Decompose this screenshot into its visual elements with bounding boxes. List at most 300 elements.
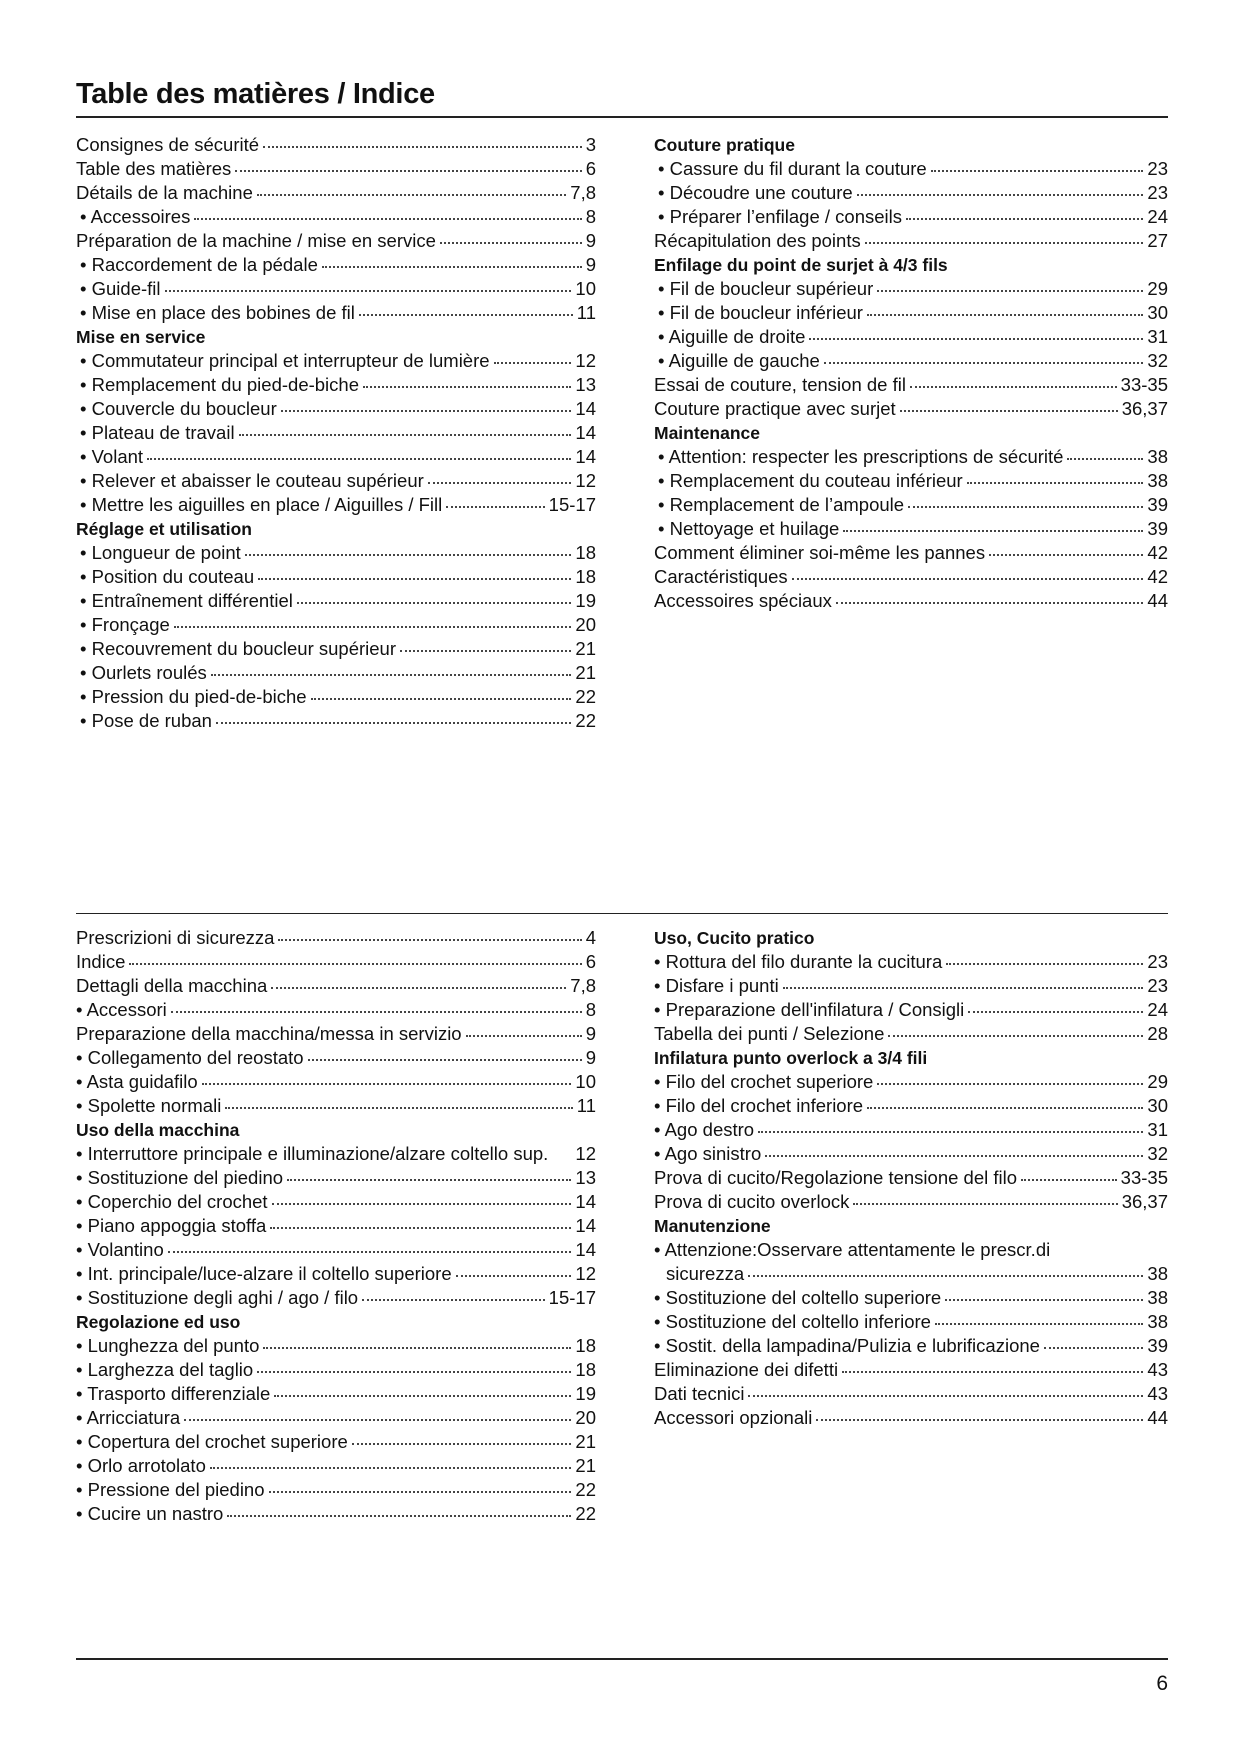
toc-entry-label: • Ourlets roulés	[80, 662, 207, 683]
dot-leader	[494, 362, 572, 364]
dot-leader	[968, 1011, 1143, 1013]
dot-leader	[748, 1395, 1143, 1397]
toc-entry-label: • Commutateur principal et interrupteur de lumière	[80, 350, 490, 371]
toc-heading-label: Réglage et utilisation	[76, 519, 252, 539]
toc-entry-page: 15-17	[548, 1287, 596, 1308]
toc-entry-page: 36,37	[1121, 398, 1168, 419]
toc-entry-label: • Asta guidafilo	[76, 1071, 198, 1092]
dot-leader	[931, 170, 1144, 172]
dot-leader	[900, 410, 1118, 412]
dot-leader	[322, 266, 582, 268]
dot-leader	[239, 434, 572, 436]
toc-entry-page: 28	[1147, 1023, 1168, 1044]
dot-leader	[446, 506, 544, 508]
toc-entry	[654, 445, 1168, 469]
toc-entry-page: 42	[1147, 566, 1168, 587]
toc-entry	[76, 1502, 596, 1526]
dot-leader	[194, 218, 581, 220]
toc-entry-page: 36,37	[1121, 1191, 1168, 1212]
dot-leader	[263, 146, 582, 148]
dot-leader	[271, 987, 566, 989]
dot-leader	[967, 482, 1144, 484]
toc-entry-label: Caractéristiques	[654, 566, 788, 587]
toc-entry	[654, 1334, 1168, 1358]
toc-section-heading	[654, 253, 1168, 277]
toc-entry	[654, 493, 1168, 517]
toc-entry-page: 3	[585, 134, 596, 155]
dot-leader	[165, 290, 572, 292]
toc-entry	[654, 157, 1168, 181]
toc-entry	[654, 1142, 1168, 1166]
toc-entry-label: • Longueur de point	[80, 542, 241, 563]
toc-entry-page: 22	[575, 710, 596, 731]
toc-entry-page: 44	[1147, 590, 1168, 611]
dot-leader	[225, 1107, 572, 1109]
dot-leader	[129, 963, 581, 965]
toc-entry-page: 18	[575, 1335, 596, 1356]
toc-entry-page: 12	[575, 350, 596, 371]
dot-leader	[308, 1059, 582, 1061]
toc-entry	[76, 1046, 596, 1070]
toc-entry-label: • Piano appoggia stoffa	[76, 1215, 267, 1236]
dot-leader	[287, 1179, 571, 1181]
toc-entry	[76, 205, 596, 229]
toc-entry	[654, 541, 1168, 565]
toc-entry-label: • Relever et abaisser le couteau supérieur	[80, 470, 424, 491]
dot-leader	[842, 1371, 1143, 1373]
dot-leader	[352, 1443, 572, 1445]
toc-entry-page: 24	[1147, 999, 1168, 1020]
toc-entry	[76, 709, 596, 733]
toc-entry-label: • Sostituzione del coltello superiore	[654, 1287, 942, 1308]
dot-leader	[281, 410, 572, 412]
dot-leader	[989, 554, 1143, 556]
toc-entry-page: 9	[585, 1047, 596, 1068]
toc-heading-label: Infilatura punto overlock a 3/4 fili	[654, 1048, 928, 1068]
dot-leader	[783, 987, 1144, 989]
toc-entry-label: • Aiguille de gauche	[658, 350, 820, 371]
toc-heading-label: Enfilage du point de surjet à 4/3 fils	[654, 255, 948, 275]
toc-entry-label: • Ago destro	[654, 1119, 755, 1140]
toc-entry-page: 29	[1147, 278, 1168, 299]
toc-entry-page: 21	[575, 638, 596, 659]
toc-entry-page: 38	[1147, 1287, 1168, 1308]
toc-entry-page: 7,8	[570, 182, 596, 203]
toc-entry	[654, 1358, 1168, 1382]
dot-leader	[272, 1203, 572, 1205]
toc-entry	[76, 998, 596, 1022]
toc-entry-label: • Fil de boucleur supérieur	[658, 278, 874, 299]
dot-leader	[877, 290, 1143, 292]
toc-entry-label: • Lunghezza del punto	[76, 1335, 260, 1356]
toc-entry-page: 4	[585, 927, 596, 948]
toc-entry	[654, 325, 1168, 349]
dot-leader	[297, 602, 572, 604]
toc-entry-page: 31	[1147, 1119, 1168, 1140]
toc-entry-page: 38	[1147, 470, 1168, 491]
toc-entry	[654, 1382, 1168, 1406]
toc-entry	[76, 1334, 596, 1358]
toc-entry-label: • Raccordement de la pédale	[80, 254, 318, 275]
toc-entry	[654, 205, 1168, 229]
toc-entry	[76, 950, 596, 974]
toc-entry-page: 20	[575, 1407, 596, 1428]
toc-entry-page: 22	[575, 1479, 596, 1500]
toc-section-heading	[76, 1118, 596, 1142]
toc-entry-page: 14	[575, 422, 596, 443]
toc-entry	[76, 493, 596, 517]
toc-entry-label: • Preparazione dell'infilatura / Consigli	[654, 999, 965, 1020]
toc-entry	[76, 421, 596, 445]
toc-entry-page: 21	[575, 1455, 596, 1476]
dot-leader	[168, 1251, 572, 1253]
toc-entry	[76, 1166, 596, 1190]
toc-entry-label: • Arricciatura	[76, 1407, 181, 1428]
toc-heading-label: Mise en service	[76, 327, 206, 347]
toc-entry-label: • Remplacement du couteau inférieur	[658, 470, 963, 491]
toc-entry-page: 6	[585, 158, 596, 179]
toc-entry	[76, 637, 596, 661]
toc-entry	[654, 469, 1168, 493]
toc-entry	[654, 974, 1168, 998]
dot-leader	[1021, 1179, 1117, 1181]
toc-entry-label: Dettagli della macchina	[76, 975, 268, 996]
toc-heading-label: Manutenzione	[654, 1216, 771, 1236]
toc-entry-page: 13	[575, 374, 596, 395]
toc-entry-label: Indice	[76, 951, 126, 972]
toc-entry	[76, 613, 596, 637]
toc-entry-page: 13	[575, 1167, 596, 1188]
dot-leader	[428, 482, 572, 484]
toc-entry-label: • Filo del crochet inferiore	[654, 1095, 864, 1116]
dot-leader	[171, 1011, 582, 1013]
toc-entry-page: 18	[575, 566, 596, 587]
toc-entry-page: 38	[1147, 1263, 1168, 1284]
toc-entry-label: • Accessori	[76, 999, 167, 1020]
toc-entry-page: 9	[585, 1023, 596, 1044]
toc-entry	[76, 1382, 596, 1406]
toc-entry	[76, 445, 596, 469]
toc-entry-label: • Aiguille de droite	[658, 326, 806, 347]
toc-heading-label: Regolazione ed uso	[76, 1312, 241, 1332]
toc-entry	[76, 1286, 596, 1310]
toc-entry	[76, 1142, 596, 1166]
toc-section-heading	[654, 421, 1168, 445]
toc-entry-label: • Copertura del crochet superiore	[76, 1431, 348, 1452]
toc-section-heading	[76, 325, 596, 349]
toc-section-heading	[654, 926, 1168, 950]
toc-entry	[76, 1454, 596, 1478]
dot-leader	[1067, 458, 1143, 460]
toc-entry-page: 20	[575, 614, 596, 635]
dot-leader	[270, 1227, 571, 1229]
toc-entry-label: • Couvercle du boucleur	[80, 398, 277, 419]
dot-leader	[257, 1371, 571, 1373]
toc-heading-label: Maintenance	[654, 423, 760, 443]
toc-entry-label: • Volantino	[76, 1239, 164, 1260]
toc-entry	[76, 541, 596, 565]
toc-section-heading	[76, 517, 596, 541]
toc-entry-page: 23	[1147, 182, 1168, 203]
toc-entry	[76, 1406, 596, 1430]
toc-entry	[654, 950, 1168, 974]
dot-leader	[865, 242, 1144, 244]
dot-leader	[235, 170, 581, 172]
toc-entry-label: Prova di cucito overlock	[654, 1191, 850, 1212]
dot-leader	[274, 1395, 571, 1397]
toc-entry-page: 32	[1147, 350, 1168, 371]
toc-entry	[654, 181, 1168, 205]
toc-entry	[654, 1310, 1168, 1334]
dot-leader	[211, 674, 572, 676]
toc-entry	[76, 661, 596, 685]
dot-leader	[216, 722, 571, 724]
toc-italian-right	[654, 926, 1168, 1430]
toc-entry-label: Détails de la machine	[76, 182, 253, 203]
page-number: 6	[1156, 1672, 1168, 1695]
toc-entry-page: 23	[1147, 951, 1168, 972]
toc-entry-page: 33-35	[1120, 1167, 1168, 1188]
dot-leader	[792, 578, 1144, 580]
toc-entry	[76, 373, 596, 397]
toc-entry-label: • Trasporto differenziale	[76, 1383, 271, 1404]
toc-entry-label: • Pressione del piedino	[76, 1479, 265, 1500]
toc-entry-label: • Rottura del filo durante la cucitura	[654, 951, 943, 972]
toc-entry-label: Table des matières	[76, 158, 232, 179]
toc-entry-label: Consignes de sécurité	[76, 134, 260, 155]
toc-entry-label: • Mise en place des bobines de fil	[80, 302, 355, 323]
toc-entry	[654, 1262, 1168, 1286]
toc-entry-label: • Ago sinistro	[654, 1143, 762, 1164]
toc-entry-page: 14	[575, 1191, 596, 1212]
toc-entry-page: 8	[585, 206, 596, 227]
dot-leader	[816, 1419, 1143, 1421]
toc-entry	[654, 229, 1168, 253]
dot-leader	[466, 1035, 582, 1037]
toc-entry-page: 30	[1147, 302, 1168, 323]
toc-entry-page: 31	[1147, 326, 1168, 347]
toc-entry-page: 11	[576, 1095, 596, 1116]
toc-entry-label: Préparation de la machine / mise en service	[76, 230, 436, 251]
toc-entry	[654, 373, 1168, 397]
toc-entry-page: 9	[585, 230, 596, 251]
toc-entry	[76, 181, 596, 205]
toc-entry	[76, 349, 596, 373]
toc-entry-label: • Remplacement de l’ampoule	[658, 494, 905, 515]
page-title: Table des matières / Indice	[76, 78, 435, 110]
toc-entry-page: 14	[575, 1239, 596, 1260]
toc-entry	[76, 253, 596, 277]
dot-leader	[843, 530, 1143, 532]
dot-leader	[552, 1155, 571, 1157]
toc-french-left	[76, 133, 596, 733]
dot-leader	[836, 602, 1144, 604]
toc-entry-page: 12	[575, 470, 596, 491]
toc-entry	[654, 1238, 1168, 1262]
toc-entry-page: 30	[1147, 1095, 1168, 1116]
toc-entry	[654, 565, 1168, 589]
dot-leader	[867, 314, 1143, 316]
dot-leader	[935, 1323, 1143, 1325]
toc-entry	[76, 397, 596, 421]
toc-entry-label: • Pression du pied-de-biche	[80, 686, 307, 707]
toc-entry-label: • Orlo arrotolato	[76, 1455, 206, 1476]
toc-entry-label: • Filo del crochet superiore	[654, 1071, 874, 1092]
toc-entry-page: 39	[1147, 518, 1168, 539]
toc-entry-label: • Accessoires	[80, 206, 191, 227]
toc-entry-label: Preparazione della macchina/messa in servizio	[76, 1023, 462, 1044]
dot-leader	[257, 194, 566, 196]
toc-entry-page: 33-35	[1120, 374, 1168, 395]
toc-entry	[76, 1070, 596, 1094]
dot-leader	[857, 194, 1144, 196]
toc-entry	[76, 229, 596, 253]
toc-entry-page: 10	[575, 1071, 596, 1092]
dot-leader	[174, 626, 572, 628]
toc-entry	[654, 1022, 1168, 1046]
toc-entry	[654, 1406, 1168, 1430]
toc-entry-label: Dati tecnici	[654, 1383, 745, 1404]
toc-entry-label: • Nettoyage et huilage	[658, 518, 840, 539]
toc-entry-page: 43	[1147, 1383, 1168, 1404]
toc-entry	[76, 133, 596, 157]
toc-entry	[76, 1094, 596, 1118]
toc-entry-page: 38	[1147, 1311, 1168, 1332]
toc-entry-label: • Int. principale/luce-alzare il coltello superiore	[76, 1263, 452, 1284]
toc-french-right	[654, 133, 1168, 613]
toc-entry	[76, 277, 596, 301]
toc-entry-label: • Recouvrement du boucleur supérieur	[80, 638, 397, 659]
toc-entry	[654, 301, 1168, 325]
toc-entry	[654, 1190, 1168, 1214]
toc-entry	[654, 277, 1168, 301]
toc-entry-page: 42	[1147, 542, 1168, 563]
dot-leader	[400, 650, 571, 652]
toc-entry	[76, 1358, 596, 1382]
toc-entry-page: 43	[1147, 1359, 1168, 1380]
dot-leader	[362, 1299, 545, 1301]
toc-entry-page: 22	[575, 1503, 596, 1524]
dot-leader	[748, 1275, 1143, 1277]
toc-entry-page: 21	[575, 1431, 596, 1452]
dot-leader	[456, 1275, 572, 1277]
toc-entry-page: 38	[1147, 446, 1168, 467]
dot-leader	[765, 1155, 1143, 1157]
toc-entry	[654, 1166, 1168, 1190]
toc-entry	[76, 1022, 596, 1046]
toc-entry-label: sicurezza	[666, 1263, 745, 1284]
toc-entry-label: • Coperchio del crochet	[76, 1191, 268, 1212]
toc-entry-label: Prova di cucito/Regolazione tensione del filo	[654, 1167, 1018, 1188]
dot-leader	[877, 1083, 1143, 1085]
toc-entry	[76, 926, 596, 950]
toc-entry-label: • Plateau de travail	[80, 422, 235, 443]
toc-entry-label: • Collegamento del reostato	[76, 1047, 304, 1068]
toc-entry-label: • Sostit. della lampadina/Pulizia e lubrificazione	[654, 1335, 1040, 1356]
toc-entry-page: 27	[1147, 230, 1168, 251]
toc-entry-page: 39	[1147, 494, 1168, 515]
dot-leader	[263, 1347, 571, 1349]
toc-entry	[76, 1190, 596, 1214]
toc-entry-label: • Guide-fil	[80, 278, 161, 299]
toc-entry	[76, 1262, 596, 1286]
toc-entry-page: 15-17	[548, 494, 596, 515]
toc-section-heading	[76, 1310, 596, 1334]
toc-entry	[654, 397, 1168, 421]
toc-entry-page: 11	[576, 302, 596, 323]
toc-entry-page: 19	[575, 590, 596, 611]
toc-entry-label: Prescrizioni di sicurezza	[76, 927, 275, 948]
dot-leader	[311, 698, 572, 700]
dot-leader	[184, 1419, 571, 1421]
toc-section-heading	[654, 133, 1168, 157]
toc-entry-page: 14	[575, 398, 596, 419]
dot-leader	[210, 1467, 572, 1469]
toc-entry-label: • Attenzione:Osservare attentamente le prescr.di	[654, 1239, 1051, 1260]
toc-section-heading	[654, 1046, 1168, 1070]
toc-entry-label: • Larghezza del taglio	[76, 1359, 254, 1380]
toc-entry	[76, 1478, 596, 1502]
toc-entry	[654, 998, 1168, 1022]
toc-entry	[76, 301, 596, 325]
toc-entry	[654, 1118, 1168, 1142]
dot-leader	[824, 362, 1144, 364]
toc-section-heading	[654, 1214, 1168, 1238]
dot-leader	[809, 338, 1143, 340]
toc-heading-label: Uso, Cucito pratico	[654, 928, 815, 948]
toc-entry	[654, 517, 1168, 541]
toc-entry-label: Couture practique avec surjet	[654, 398, 896, 419]
toc-entry-label: • Cassure du fil durant la couture	[658, 158, 927, 179]
toc-entry	[76, 974, 596, 998]
toc-entry-page: 24	[1147, 206, 1168, 227]
toc-entry-label: • Pose de ruban	[80, 710, 212, 731]
dot-leader	[1044, 1347, 1143, 1349]
toc-entry-label: • Position du couteau	[80, 566, 255, 587]
dot-leader	[945, 1299, 1143, 1301]
dot-leader	[946, 963, 1143, 965]
toc-entry-page: 12	[575, 1263, 596, 1284]
toc-entry	[654, 1070, 1168, 1094]
dot-leader	[908, 506, 1143, 508]
toc-entry-page: 6	[585, 951, 596, 972]
toc-entry-page: 14	[575, 1215, 596, 1236]
toc-entry-page: 7,8	[570, 975, 596, 996]
toc-entry	[76, 1430, 596, 1454]
toc-entry-label: • Préparer l’enfilage / conseils	[658, 206, 903, 227]
toc-entry-label: • Disfare i punti	[654, 975, 779, 996]
toc-entry	[76, 685, 596, 709]
toc-entry-label: • Sostituzione degli aghi / ago / filo	[76, 1287, 359, 1308]
toc-entry-page: 21	[575, 662, 596, 683]
toc-entry	[76, 157, 596, 181]
dot-leader	[853, 1203, 1117, 1205]
toc-entry-page: 32	[1147, 1143, 1168, 1164]
toc-entry-page: 18	[575, 542, 596, 563]
dot-leader	[867, 1107, 1143, 1109]
dot-leader	[906, 218, 1143, 220]
toc-entry-page: 29	[1147, 1071, 1168, 1092]
toc-entry-page: 44	[1147, 1407, 1168, 1428]
toc-entry-label: • Cucire un nastro	[76, 1503, 224, 1524]
dot-leader	[888, 1035, 1143, 1037]
toc-entry-label: Accessoires spéciaux	[654, 590, 832, 611]
toc-entry-page: 14	[575, 446, 596, 467]
dot-leader	[258, 578, 571, 580]
toc-italian-left	[76, 926, 596, 1526]
toc-entry-label: • Sostituzione del coltello inferiore	[654, 1311, 931, 1332]
toc-entry-label: • Découdre une couture	[658, 182, 853, 203]
